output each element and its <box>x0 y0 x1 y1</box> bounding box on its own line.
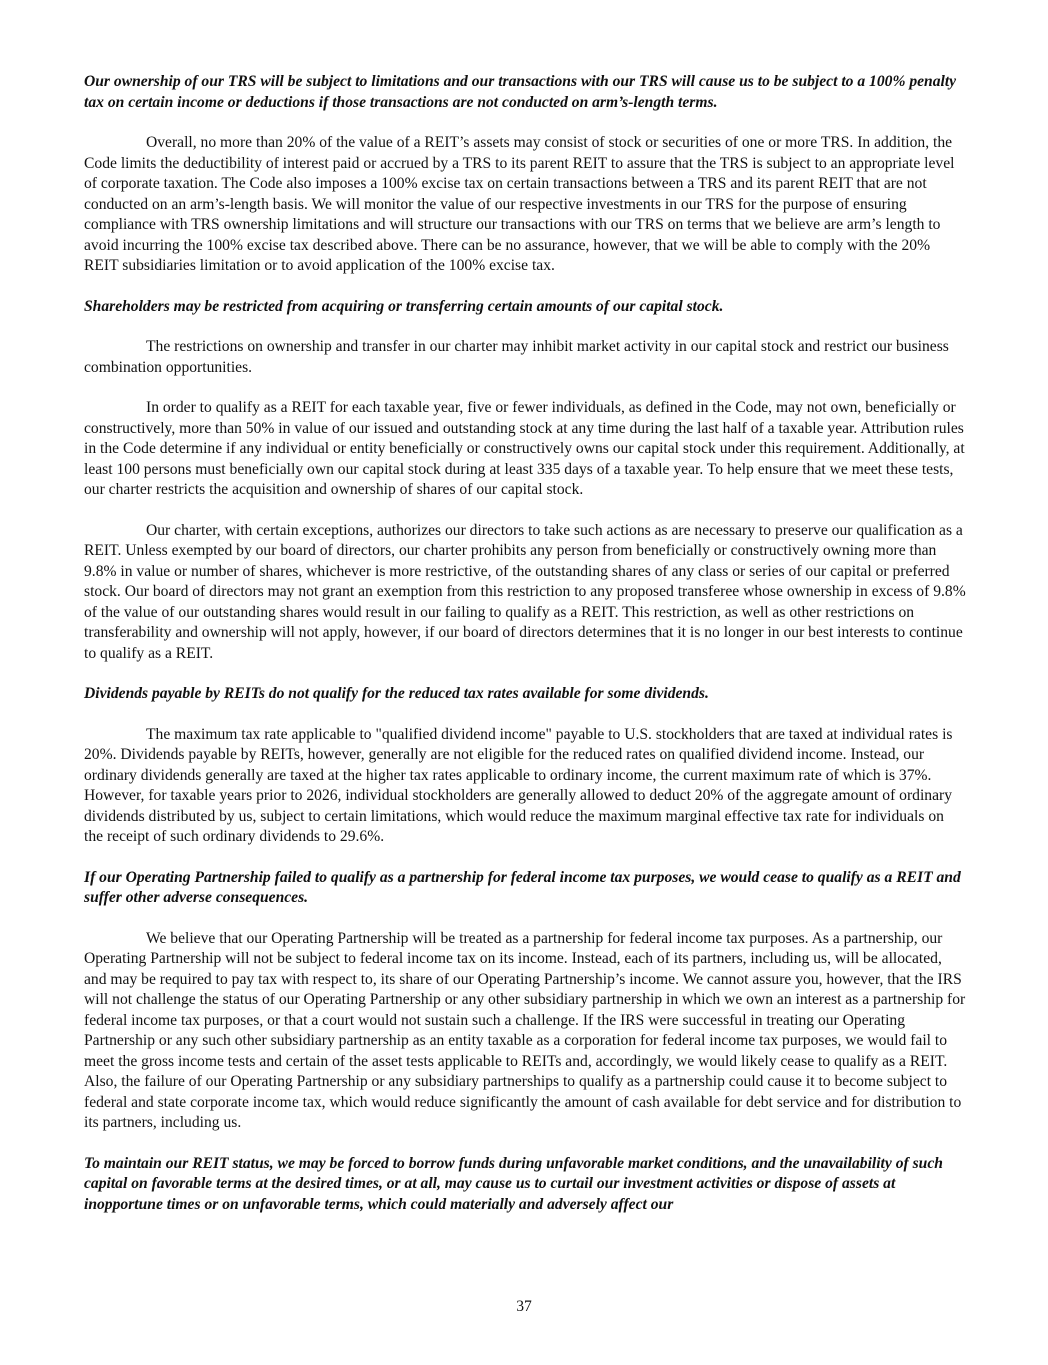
section-heading: If our Operating Partnership failed to qualify as a partnership for federal income tax purposes, we would cease to qualify as a REIT and suffer other adverse consequences. <box>84 868 961 906</box>
section-heading: Our ownership of our TRS will be subject to limitations and our transactions with our TRS will cause us to be subject to a 100% penalty tax on certain income or deductions if those transactions are not conducted on arm’s-length terms. <box>84 73 957 111</box>
body-paragraph: We believe that our Operating Partnership will be treated as a partnership for federal income tax purposes. As a partnership, our Operating Partnership will not be subject to federal income tax on its income. Instead, each of its partners, including us, will be allocated, and may be required to pay tax with respect to, its share of our Operating Partnership’s income. We cannot assure you, however, that the IRS will not challenge the status of our Operating Partnership or any other subsidiary partnership in which we own an interest as a partnership for federal income tax purposes, or that a court would not sustain such a challenge. If the IRS were successful in treating our Operating Partnership or any such other subsidiary partnership as an entity taxable as a corporation for federal income tax purposes, we would fail to meet the gross income tests and certain of the asset tests applicable to REITs and, accordingly, we would likely cease to qualify as a REIT. Also, the failure of our Operating Partnership or any subsidiary partnerships to qualify as a partnership could cause it to become subject to federal and state corporate income tax, which would reduce significantly the amount of cash available for debt service and for distribution to its partners, including us. <box>84 929 966 1131</box>
body-paragraph: The maximum tax rate applicable to "qualified dividend income" payable to U.S. stockholders that are taxed at individual rates is 20%. Dividends payable by REITs, however, generally are not eligible for the reduced rates on qualified dividend income. Instead, our ordinary dividends generally are taxed at the higher tax rates applicable to ordinary income, the current maximum rate of which is 37%. However, for taxable years prior to 2026, individual stockholders are generally allowed to deduct 20% of the aggregate amount of ordinary dividends distributed by us, subject to certain limitations, which would reduce the maximum marginal effective tax rate for individuals on the receipt of such ordinary dividends to 29.6%. <box>84 725 953 845</box>
body-paragraph: Overall, no more than 20% of the value of a REIT’s assets may consist of stock or securities of one or more TRS. In addition, the Code limits the deductibility of interest paid or accrued by a TRS to its parent REIT to assure that the TRS is subject to an appropriate level of corporate taxation. The Code also imposes a 100% excise tax on certain transactions between a TRS and its parent REIT that are not conducted on an arm’s-length basis. We will monitor the value of our respective investments in our TRS for the purpose of ensuring compliance with TRS ownership limitations and will structure our transactions with our TRS on terms that we believe are arm’s length to avoid incurring the 100% excise tax described above. There can be no assurance, however, that we will be able to comply with the 20% REIT subsidiaries limitation or to avoid application of the 100% excise tax. <box>84 134 955 274</box>
page-number: 37 <box>516 1298 532 1315</box>
section-heading: Dividends payable by REITs do not qualify for the reduced tax rates available for some dividends. <box>84 685 709 702</box>
body-paragraph: In order to qualify as a REIT for each taxable year, five or fewer individuals, as defined in the Code, may not own, beneficially or constructively, more than 50% in value of our issued and outstanding stock at any time during the last half of a taxable year. Attribution rules in the Code determine if any individual or entity beneficially or constructively owns our capital stock under this requirement. Additionally, at least 100 persons must beneficially own our capital stock during at least 335 days of a taxable year. To help ensure that we meet these tests, our charter restricts the acquisition and ownership of shares of our capital stock. <box>84 399 965 498</box>
document-page <box>84 72 966 1235</box>
section-heading: To maintain our REIT status, we may be forced to borrow funds during unfavorable market conditions, and the unavailability of such capital on favorable terms at the desired times, or at all, may cause us to curtail our investment activities or dispose of assets at inopportune times or on unfavorable terms, which could materially and adversely affect our <box>84 1154 943 1213</box>
body-paragraph: The restrictions on ownership and transfer in our charter may inhibit market activity in our capital stock and restrict our business combination opportunities. <box>84 338 949 376</box>
body-paragraph: Our charter, with certain exceptions, authorizes our directors to take such actions as are necessary to preserve our qualification as a REIT. Unless exempted by our board of directors, our charter prohibits any person from beneficially or constructively owning more than 9.8% in value or number of shares, whichever is more restrictive, of the outstanding shares of any class or series of our capital or preferred stock. Our board of directors may not grant an exemption from this restriction to any proposed transferee whose ownership in excess of 9.8% of the value of our outstanding shares would result in our failing to qualify as a REIT. This restriction, as well as other restrictions on transferability and ownership will not apply, however, if our board of directors determines that it is no longer in our best interests to continue to qualify as a REIT. <box>84 521 966 662</box>
section-heading: Shareholders may be restricted from acquiring or transferring certain amounts of our capital stock. <box>84 297 724 315</box>
